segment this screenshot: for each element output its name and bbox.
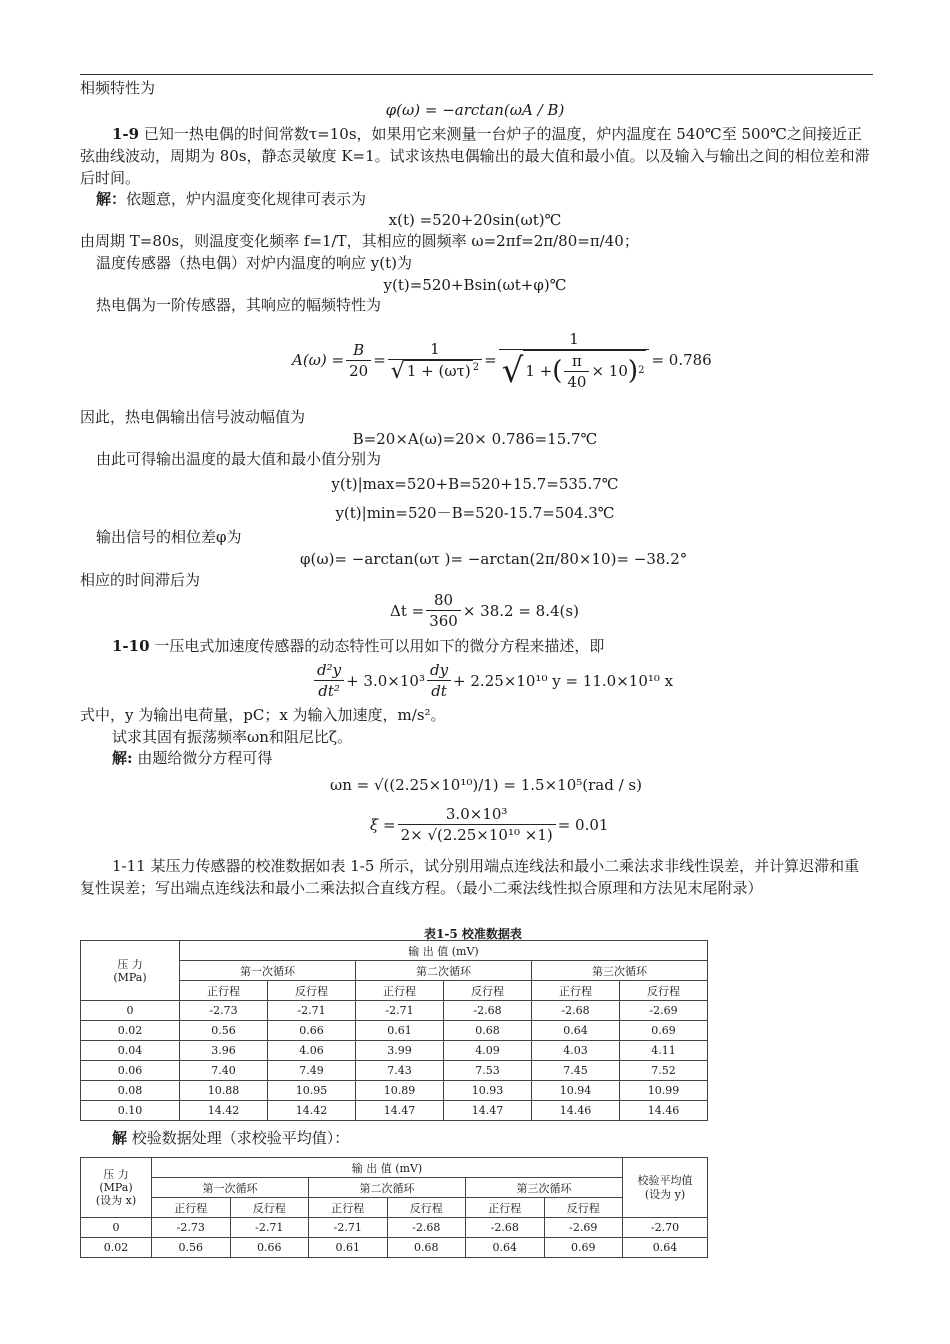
- table-header-row: [81, 941, 708, 961]
- solution-1-9-text: 依题意，炉内温度变化规律可表示为: [126, 190, 367, 208]
- header-stroke: 正行程: [532, 981, 620, 1001]
- table-1-5-caption: 表1-5 校准数据表: [424, 927, 522, 941]
- eq-A-frac-B20: [346, 340, 371, 381]
- equation-max: y(t)|max=520+B=520+15.7=535.7℃: [331, 475, 619, 493]
- eq-xi-rhs: = 0.01: [557, 815, 609, 834]
- table-cell: 7.40: [180, 1061, 268, 1081]
- table-cell: 14.46: [620, 1101, 708, 1121]
- table-cell: 4.11: [620, 1041, 708, 1061]
- problem-1-10-number: 1-10: [112, 637, 150, 655]
- table-cell: -2.70: [623, 1218, 708, 1238]
- table-cell: 0.69: [544, 1238, 623, 1258]
- table-cell: -2.71: [309, 1218, 388, 1238]
- eq-dt-den: 360: [429, 612, 458, 630]
- eq-A-one2: 1: [499, 329, 650, 350]
- table-header-row: [81, 1158, 708, 1178]
- table-cell: 14.46: [532, 1101, 620, 1121]
- phase-line: 输出信号的相位差φ为: [96, 528, 242, 546]
- eq-A-pi: π: [564, 351, 589, 372]
- table-cell: 0.04: [81, 1041, 180, 1061]
- table-cell: 0: [81, 1218, 152, 1238]
- table-cell: 0.10: [81, 1101, 180, 1121]
- table-cell: 0.66: [230, 1238, 309, 1258]
- eq-A-one1: 1: [388, 339, 482, 360]
- table-row: [81, 1021, 708, 1041]
- equation-xi: [370, 804, 608, 845]
- eq-A-40: 40: [567, 372, 587, 391]
- header-output: 输 出 值 (mV): [180, 941, 708, 961]
- eq-A-lhs: A(ω) =: [292, 351, 345, 369]
- eq-A-result: = 0.786: [651, 351, 712, 369]
- table-row: [81, 1061, 708, 1081]
- table-cell: 0.64: [466, 1238, 545, 1258]
- solution-1-11-label: 解: [112, 1129, 128, 1147]
- solution-1-10-label: 解:: [112, 749, 133, 767]
- table-cell: -2.73: [180, 1001, 268, 1021]
- table-cell: 0.61: [309, 1238, 388, 1258]
- eq-A-rad1: 1 + (ωτ): [406, 361, 471, 380]
- table-cell: 10.95: [268, 1081, 356, 1101]
- equation-min: y(t)|min=520－B=520-15.7=504.3℃: [335, 504, 615, 522]
- table-cell: 3.96: [180, 1041, 268, 1061]
- table-cell: 14.42: [268, 1101, 356, 1121]
- header-stroke: 反行程: [544, 1198, 623, 1218]
- table-cell: 7.49: [268, 1061, 356, 1081]
- table-cell: 0.06: [81, 1061, 180, 1081]
- find-line: 试求其固有振荡频率ωn和阻尼比ζ。: [112, 728, 353, 746]
- eq-A-frac-2: 1 √ 1 + ( $\frac{\pi}{40}$ × 10 ) 2: [499, 329, 650, 392]
- solution-1-10-line: [112, 748, 272, 768]
- header-stroke: 反行程: [444, 981, 532, 1001]
- table-cell: 0.08: [81, 1081, 180, 1101]
- table-cycle-row: [81, 1178, 708, 1198]
- table-cell: -2.68: [387, 1218, 466, 1238]
- problem-1-10-text: 一压电式加速度传感器的动态特性可以用如下的微分方程来描述，即: [149, 637, 605, 655]
- table-cell: 4.03: [532, 1041, 620, 1061]
- eq-A-20: 20: [349, 361, 369, 380]
- eq-xi-den: 2× √(2.25×10¹⁰ ×1): [400, 826, 553, 844]
- header-stroke: 正行程: [309, 1198, 388, 1218]
- header-stroke: 反行程: [620, 981, 708, 1001]
- solution-1-10-text: 由题给微分方程可得: [132, 749, 273, 767]
- table-cell: -2.69: [544, 1218, 623, 1238]
- equation-amplitude: A(ω) = $\frac{B}{20}$ = $\frac{1}{√ 1 + (\omega\tau) ^2}$ = 1 √ 1 + ( $\frac{\pi}{40}$ × 10 ) 2 = 0.786: [292, 329, 712, 391]
- eq-diff-dt: dt: [431, 682, 447, 700]
- table-cell: 0.68: [387, 1238, 466, 1258]
- table-cell: 7.45: [532, 1061, 620, 1081]
- eq-diff-mid: + 3.0×10³: [346, 671, 425, 690]
- table-cell: -2.69: [620, 1001, 708, 1021]
- table-cell: -2.71: [230, 1218, 309, 1238]
- header-cycle-1: 第一次循环: [180, 961, 356, 981]
- header-stroke: 正行程: [180, 981, 268, 1001]
- header-stroke: 反行程: [268, 981, 356, 1001]
- response-line: 温度传感器（热电偶）对炉内温度的响应 y(t)为: [96, 254, 412, 272]
- table-cell: 0.68: [444, 1021, 532, 1041]
- eq-diff-rhs: + 2.25×10¹⁰ y = 11.0×10¹⁰ x: [453, 671, 674, 690]
- header-pressure: 压 力 (MPa): [81, 941, 180, 1001]
- table-cell: 14.47: [444, 1101, 532, 1121]
- header-stroke: 反行程: [387, 1198, 466, 1218]
- equation-phi: φ(ω)= −arctan(ωτ )= −arctan(2π/80×10)= −38.2°: [300, 550, 688, 568]
- average-table: [80, 1157, 708, 1258]
- solution-1-11-line: [112, 1128, 349, 1148]
- table-cell: 0.56: [152, 1238, 231, 1258]
- table-cell: 7.52: [620, 1061, 708, 1081]
- eq-dt-num: 80: [426, 590, 461, 611]
- delay-line: 相应的时间滞后为: [80, 571, 201, 589]
- eq-A-B: B: [346, 340, 371, 361]
- header-stroke: 正行程: [152, 1198, 231, 1218]
- table-cell: 10.93: [444, 1081, 532, 1101]
- table-row: [81, 1218, 708, 1238]
- problem-1-11: 1-11 某压力传感器的校准数据如表 1-5 所示，试分别用端点连线法和最小二乘法求非线性误差，并计算迟滞和重复性误差；写出端点连线法和最小二乘法拟合直线方程。（最小二乘法线性拟合原理和方法见末尾附录）: [80, 857, 860, 897]
- eq-diff-dy: dy: [427, 660, 451, 681]
- header-stroke: 正行程: [356, 981, 444, 1001]
- equation-diff: [312, 660, 673, 701]
- eq-dt-lhs: Δt =: [390, 601, 425, 620]
- table-cell: 14.42: [180, 1101, 268, 1121]
- where-line: 式中，y 为输出电荷量，pC；x 为输入加速度，m/s²。: [80, 706, 446, 724]
- table-cell: 0.66: [268, 1021, 356, 1041]
- table-cell: 0.02: [81, 1021, 180, 1041]
- table-cell: -2.68: [444, 1001, 532, 1021]
- table-cell: -2.71: [356, 1001, 444, 1021]
- table-cell: 4.09: [444, 1041, 532, 1061]
- intro-line: 相频特性为: [80, 79, 156, 97]
- table-cell: 4.06: [268, 1041, 356, 1061]
- amplitude-line: 因此，热电偶输出信号波动幅值为: [80, 408, 306, 426]
- table-cell: 10.89: [356, 1081, 444, 1101]
- eq-xi-lhs: ξ =: [370, 815, 396, 834]
- eq-A-x10: × 10: [591, 362, 628, 380]
- solution-1-9-line: [96, 189, 366, 209]
- eq-diff-dt2: dt²: [318, 682, 340, 700]
- first-order-line: 热电偶为一阶传感器，其响应的幅频特性为: [96, 296, 382, 314]
- table-row: [81, 1041, 708, 1061]
- header-cycle-1: 第一次循环: [152, 1178, 309, 1198]
- header-output: 输 出 值 (mV): [152, 1158, 623, 1178]
- equation-yt: y(t)=520+Bsin(ωt+φ)℃: [383, 276, 567, 294]
- header-rule: [80, 74, 873, 75]
- table-cell: 0.02: [81, 1238, 152, 1258]
- table-cell: 7.53: [444, 1061, 532, 1081]
- table-row: [81, 1101, 708, 1121]
- solution-1-11-text: 校验数据处理（求校验平均值）：: [127, 1129, 350, 1147]
- problem-1-9: [80, 123, 872, 189]
- header-cycle-2: 第二次循环: [309, 1178, 466, 1198]
- equation-xt: x(t) =520+20sin(ωt)℃: [388, 211, 562, 229]
- equation-B: B=20×A(ω)=20× 0.786=15.7℃: [352, 430, 598, 448]
- problem-1-10: [112, 636, 604, 656]
- header-pressure: 压 力 (MPa) (设为 x): [81, 1158, 152, 1218]
- equation-delay: [390, 590, 579, 631]
- eq-A-frac-1: $\frac{1}{√ 1 + (\omega\tau) ^2}$: [388, 339, 482, 382]
- table-stroke-row: [81, 1198, 708, 1218]
- problem-1-9-text: 已知一热电偶的时间常数τ=10s，如果用它来测量一台炉子的温度，炉内温度在 540℃至 500℃之间接近正弦曲线波动，周期为 80s，静态灵敏度 K=1。试求该热电偶输出的最大值和最小值。以及输入与输出之间的相位差和滞后时间。: [80, 125, 870, 187]
- eq-dt-rhs: × 38.2 = 8.4(s): [462, 601, 579, 620]
- table-cell: 14.47: [356, 1101, 444, 1121]
- table-cell: -2.71: [268, 1001, 356, 1021]
- header-cycle-3: 第三次循环: [532, 961, 708, 981]
- header-cycle-3: 第三次循环: [466, 1178, 623, 1198]
- calibration-table: [80, 940, 708, 1121]
- maxmin-line: 由此可得输出温度的最大值和最小值分别为: [96, 450, 382, 468]
- table-cell: 0: [81, 1001, 180, 1021]
- table-cell: 0.61: [356, 1021, 444, 1041]
- table-cell: -2.73: [152, 1218, 231, 1238]
- header-stroke: 反行程: [230, 1198, 309, 1218]
- equation-phase: φ(ω) = −arctan(ωA / B): [385, 101, 565, 119]
- equation-wn: ωn = √((2.25×10¹⁰)/1) = 1.5×10⁵(rad / s): [330, 776, 642, 794]
- eq-xi-num: 3.0×10³: [398, 804, 556, 825]
- table-cell: 10.94: [532, 1081, 620, 1101]
- table-cell: 10.88: [180, 1081, 268, 1101]
- header-average: 校验平均值 (设为 y): [623, 1158, 708, 1218]
- table-cell: 0.64: [532, 1021, 620, 1041]
- solution-label: 解：: [96, 190, 127, 208]
- header-stroke: 正行程: [466, 1198, 545, 1218]
- table-row: [81, 1001, 708, 1021]
- table-cell: -2.68: [532, 1001, 620, 1021]
- table-cell: 0.56: [180, 1021, 268, 1041]
- table-cell: 10.99: [620, 1081, 708, 1101]
- period-line: 由周期 T=80s，则温度变化频率 f=1/T，其相应的圆频率 ω=2πf=2π/80=π/40；: [80, 232, 639, 250]
- table-cell: 0.64: [623, 1238, 708, 1258]
- problem-1-9-number: 1-9: [112, 125, 140, 143]
- eq-diff-d2y: d²y: [314, 660, 344, 681]
- table-1-body: [81, 1001, 708, 1121]
- table-cell: 7.43: [356, 1061, 444, 1081]
- table-2-body: [81, 1218, 708, 1258]
- table-cell: -2.68: [466, 1218, 545, 1238]
- header-cycle-2: 第二次循环: [356, 961, 532, 981]
- table-cell: 0.69: [620, 1021, 708, 1041]
- table-cell: 3.99: [356, 1041, 444, 1061]
- table-row: [81, 1081, 708, 1101]
- table-row: [81, 1238, 708, 1258]
